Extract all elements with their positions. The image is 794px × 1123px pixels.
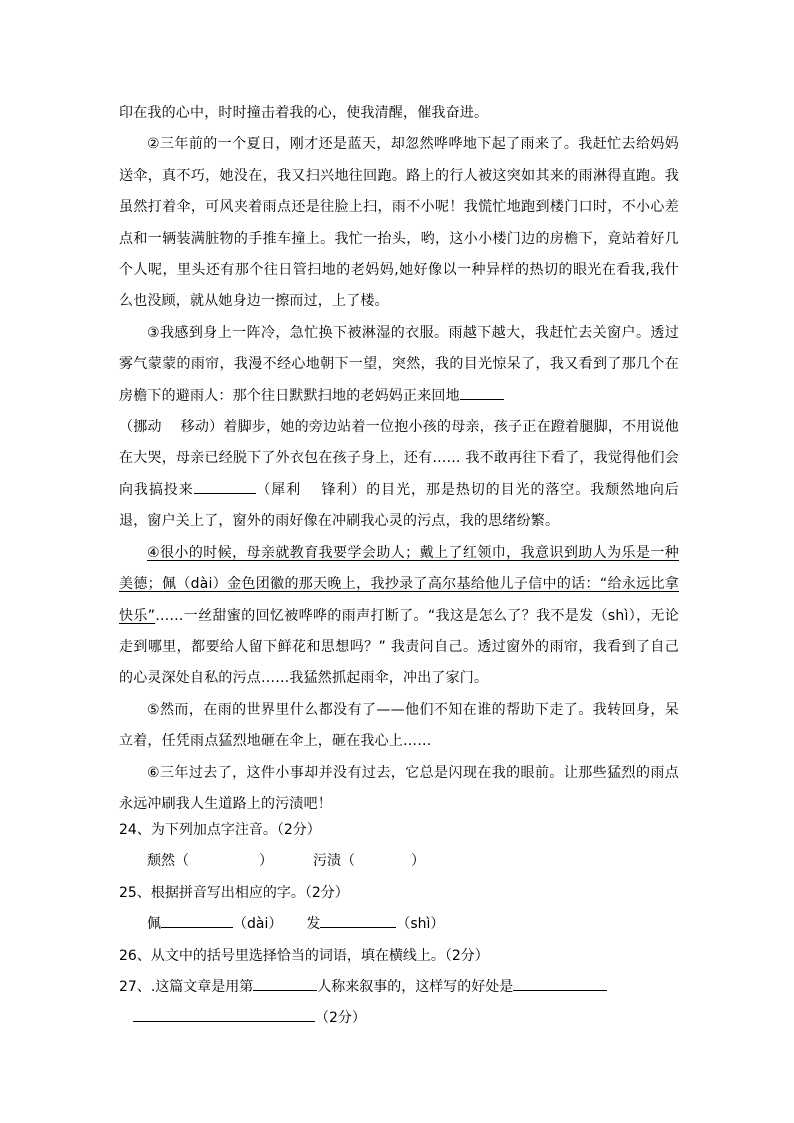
fill-blank-2[interactable] — [194, 477, 256, 494]
q24-item-b-close: ） — [411, 853, 425, 870]
passage-paragraph-3-text-a: ③我感到身上一阵冷，急忙换下被淋湿的衣服。雨越下越大，我赶忙去关窗户。透过雾气蒙蒙的雨帘，我漫不经心地朝下一望，突然，我的目光惊呆了，我又看到了那几个在房檐下的避雨人：那个往日默默扫地的老妈妈正来回地 — [119, 324, 679, 404]
question-24: 24、为下列加点字注音。（2分） — [119, 822, 321, 838]
q25-item-a: 佩 — [147, 916, 161, 933]
question-27-text-a: 27、.这篇文章是用第 — [119, 979, 254, 996]
question-27-text-b: 人称来叙事的，这样写的好处是 — [317, 979, 514, 996]
question-27-score: （2分） — [315, 1010, 366, 1027]
q24-item-a-close: ） — [259, 853, 273, 870]
question-26: 26、从文中的括号里选择恰当的词语，填在横线上。（2分） — [119, 947, 489, 964]
passage-paragraph-3 — [119, 318, 679, 538]
q25-item-b: 发 — [306, 916, 321, 933]
fill-blank-1[interactable] — [460, 383, 504, 400]
q27-answer-benefit-1[interactable] — [513, 974, 607, 991]
word-choice-1: （挪动 移动） — [119, 419, 224, 436]
questions-section — [119, 815, 679, 1035]
q25-answer-a[interactable] — [161, 911, 233, 928]
underlined-sentence: ④很小的时候，母亲就教育我要学会助人；戴上了红领巾，我意识到助人为乐是一种美德；佩（dài）金色团徽的那天晚上，我抄录了高尔基给他儿子信中的话：“给永远比拿快乐” — [119, 544, 679, 624]
passage-paragraph-4-text: ……一丝甜蜜的回忆被哗哗的雨声打断了。“我这是怎么了？我不是发（shì），无论走到哪里，都要给人留下鲜花和思想吗？” 我责问自己。透过窗外的雨帘，我看到了自己的心灵深处自私的污点……我猛然抓起雨伞，冲出了家门。 — [119, 607, 680, 687]
word-choice-2: （犀利 锋利） — [255, 481, 367, 498]
reading-passage — [119, 98, 679, 820]
question-27 — [119, 972, 679, 1003]
q24-item-a: 颓然（ — [147, 853, 189, 870]
q25-pinyin-a: （dài） — [233, 916, 283, 933]
question-24-items — [119, 846, 679, 877]
passage-paragraph-6: ⑥三年过去了，这件小事却并没有过去，它总是闪现在我的眼前。让那些猛烈的雨点永远冲刷我人生道路上的污渍吧！ — [119, 764, 679, 812]
passage-paragraph-5: ⑤然而，在雨的世界里什么都没有了——他们不知在谁的帮助下走了。我转回身，呆立着，任凭雨点猛烈地砸在伞上，砸在我心上…… — [119, 701, 679, 750]
question-25-items — [119, 909, 679, 940]
q25-answer-b[interactable] — [320, 911, 396, 928]
question-25: 25、根据拼音写出相应的字。（2分） — [119, 884, 349, 901]
question-27-continued — [119, 1003, 679, 1034]
passage-paragraph-2: ②三年前的一个夏日，刚才还是蓝天，却忽然哗哗地下起了雨来了。我赶忙去给妈妈送伞，真不巧，她没在，我又扫兴地往回跑。路上的行人被这突如其来的雨淋得直跑。我虽然打着伞，可风夹着雨点还是往脸上扫，雨不小呢！我慌忙地跑到楼门口时，不小心差点和一辆装满脏物的手推车撞上。我忙一抬头，哟，这小小楼门边的房檐下，竟站着好几个人呢，里头还有那个往日管扫地的老妈妈,她好像以一种异样的热切的眼光在看我,我什么也没顾，就从她身边一擦而过，上了楼。 — [119, 136, 679, 310]
passage-paragraph-3-text-b: 着脚步，她的旁边站着一位抱小孩的母亲，孩子正在蹬着腿脚，不用说他在大哭，母亲已经脱下了外衣包在孩子身上，还有…… 我不敢再往下看了，我觉得他们会向我搞投来 — [119, 419, 679, 498]
q25-pinyin-b: （shì） — [396, 916, 445, 933]
passage-paragraph-0: 印在我的心中，时时撞击着我的心，使我清醒，催我奋进。 — [119, 105, 489, 121]
q27-answer-person[interactable] — [253, 974, 317, 991]
q24-item-b: 污渍（ — [313, 853, 355, 870]
passage-paragraph-3-text-c: 的目光，那是热切的目光的落空。我颓然地向后退，窗户关上了，窗外的雨好像在冲刷我心灵的污点，我的思绪纷繁。 — [119, 481, 679, 530]
q27-answer-benefit-2[interactable] — [133, 1005, 315, 1022]
passage-paragraph-4 — [119, 538, 679, 695]
